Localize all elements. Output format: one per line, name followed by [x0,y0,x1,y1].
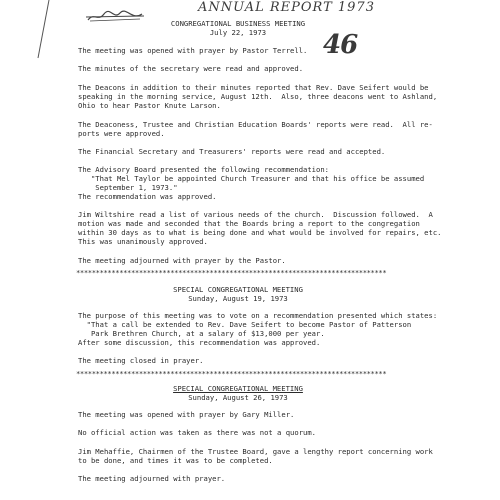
paragraph-line: The meeting closed in prayer. [78,356,204,365]
paragraph-line: The minutes of the secretary were read and approved. [78,64,304,73]
paragraph-line: September 1, 1973." [78,183,178,192]
paragraph-line: The Deaconess, Trustee and Christian Education Boards' reports were read. All re- [78,120,433,129]
paragraph-line: The meeting was opened with prayer by Gary Miller. [78,410,295,419]
paragraph-line: Jim Mehaffie, Chairmen of the Trustee Board, gave a lengthy report concerning work [78,447,433,456]
section-title: CONGREGATIONAL BUSINESS MEETING [170,19,306,28]
paragraph-line: "That a call be extended to Rev. Dave Seifert to become Pastor of Patterson [78,320,412,329]
section-title: SPECIAL CONGREGATIONAL MEETING [173,384,303,393]
separator-line: ******************************************************************************* [76,268,387,277]
paragraph-line: Ohio to hear Pastor Knute Larson. [78,101,221,110]
paragraph-line: This was unanimously approved. [78,237,208,246]
paragraph-line: motion was made and seconded that the Boards bring a report to the congregation [78,219,420,228]
paragraph-line: within 30 days as to what is being done and what would be involved for repairs, etc. [78,228,442,237]
section-title: SPECIAL CONGREGATIONAL MEETING [173,285,303,294]
separator-line: ******************************************************************************* [76,369,387,378]
paragraph-line: speaking in the morning service, August 12th. Also, three deacons went to Ashland, [78,92,438,101]
section-date: July 22, 1973 [209,28,267,37]
section-date: Sunday, August 19, 1973 [188,294,288,303]
handwritten-annotation: ANNUAL REPORT 1973 [198,0,375,15]
paragraph-line: The Advisory Board presented the following recommendation: [78,165,329,174]
handwritten-page-number: 46 [323,30,358,60]
paragraph-line: Park Brethren Church, at a salary of $13,000 per year. [78,329,325,338]
paragraph-line: The purpose of this meeting was to vote on a recommendation presented which states: [78,311,438,320]
paragraph-line: The recommendation was approved. [78,192,217,201]
paragraph-line: to be done, and times it was to be completed. [78,456,273,465]
paragraph-line: The Financial Secretary and Treasurers' reports were read and accepted. [78,147,386,156]
paragraph-line: The Deacons in addition to their minutes reported that Rev. Dave Seifert would be [78,83,429,92]
paragraph-line: The meeting adjourned with prayer by the Pastor. [78,256,286,265]
section-date: Sunday, August 26, 1973 [188,393,288,402]
paragraph-line: The meeting was opened with prayer by Pastor Terrell. [78,46,308,55]
paragraph-line: Jim Wiltshire read a list of various needs of the church. Discussion followed. A [78,210,433,219]
paragraph-line: After some discussion, this recommendation was approved. [78,338,321,347]
paragraph-line: "That Mel Taylor be appointed Church Treasurer and that his office be assumed [78,174,425,183]
paragraph-line: No official action was taken as there was not a quorum. [78,428,316,437]
paragraph-line: ports were approved. [78,129,165,138]
margin-pen-stroke [36,0,50,60]
paragraph-line: The meeting adjourned with prayer. [78,474,226,483]
